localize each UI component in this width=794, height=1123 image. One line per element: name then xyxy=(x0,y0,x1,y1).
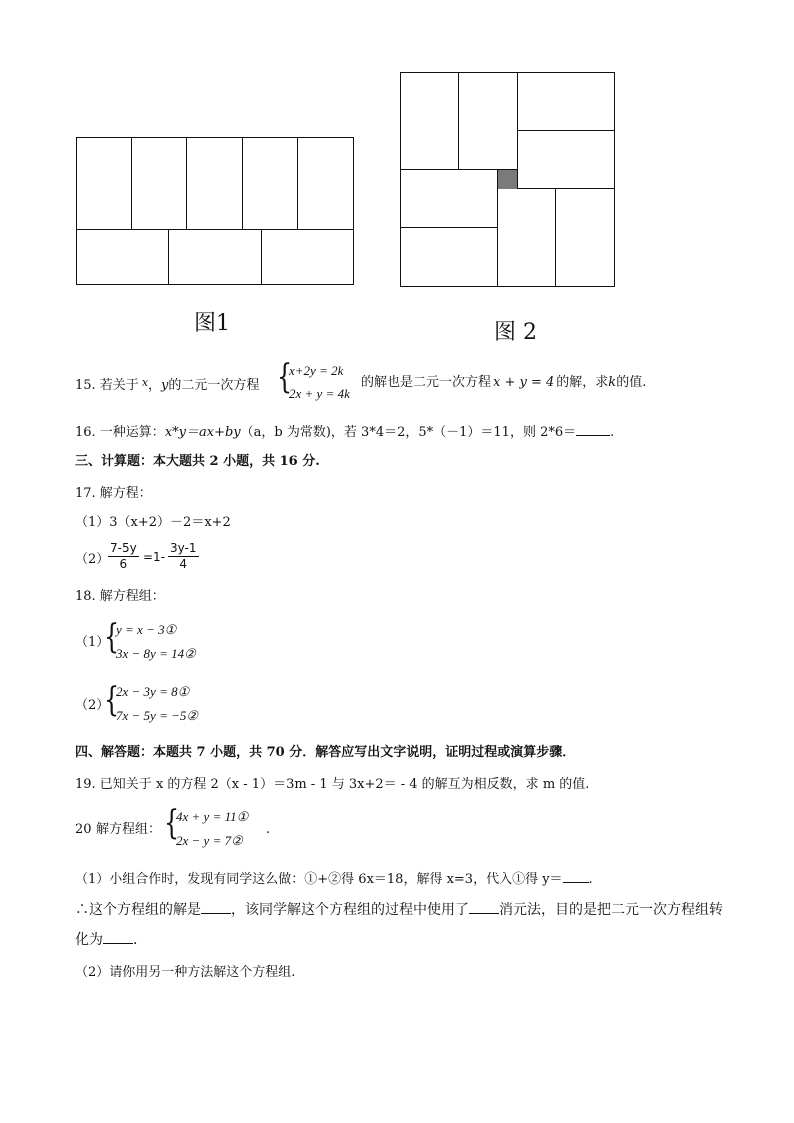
q15-var-k: k xyxy=(608,375,617,390)
fig1-rect xyxy=(261,229,354,285)
q18-title: 18. 解方程组： xyxy=(75,589,165,604)
q15-suffix2: 的解，求 xyxy=(556,375,609,390)
fig2-rect xyxy=(400,169,498,228)
section-3-title: 三、计算题：本大题共 2 小题，共 16 分. xyxy=(75,454,320,469)
q20-p1c-text1: 化为 xyxy=(75,932,103,948)
q16-answer-blank[interactable] xyxy=(576,423,610,436)
fig1-rect xyxy=(297,137,354,230)
q20-brace: { xyxy=(164,803,180,843)
q20-part1-b xyxy=(75,901,723,919)
q17-p2-num1: 7-5y xyxy=(110,541,137,555)
fig2-rect xyxy=(400,72,459,170)
q15-var-x: x xyxy=(141,376,149,389)
q15-eq2: 2x + y = 4k xyxy=(289,386,350,401)
q16-text3: . xyxy=(610,425,615,440)
q15-suffix1: 的解也是二元一次方程 xyxy=(361,375,492,390)
fig1-rect xyxy=(168,229,262,285)
q17-title: 17. 解方程： xyxy=(75,486,152,501)
q18-p1-label: （1） xyxy=(75,635,110,650)
q20-part1-c xyxy=(75,931,137,949)
figure-2 xyxy=(400,72,615,287)
q15-eq3: x + y = 4 xyxy=(493,375,555,390)
q18-p2-label: （2） xyxy=(75,698,110,713)
q20-title: 解方程组： xyxy=(96,822,162,837)
q17-p2-den2: 4 xyxy=(179,557,188,571)
fig1-rect xyxy=(76,229,169,285)
q20-p1a-text: （1）小组合作时，发现有同学这么做：①+②得 6x＝18，解得 x=3，代入①得 y＝ xyxy=(75,872,563,887)
fig2-rect xyxy=(458,72,518,170)
fig2-rect xyxy=(517,72,615,131)
figure-1 xyxy=(76,137,354,285)
fig2-rect xyxy=(555,188,615,287)
figure-1-caption: 图1 xyxy=(194,311,230,336)
q20-p1c-text2: . xyxy=(133,932,138,948)
q15-eq1: x+2y = 2k xyxy=(289,363,344,378)
q20-label: 20 xyxy=(75,822,92,837)
fig1-rect xyxy=(186,137,243,230)
q15-brace: { xyxy=(277,357,293,397)
fig2-rect xyxy=(497,188,556,287)
fig2-rect xyxy=(517,130,615,189)
figure-2-caption: 图 2 xyxy=(494,320,537,345)
q16-expr: x*y＝ax+by xyxy=(164,425,241,440)
section-4-title: 四、解答题：本题共 7 小题，共 70 分．解答应写出文字说明，证明过程或演算步骤． xyxy=(75,745,576,760)
fig1-rect xyxy=(76,137,132,230)
q15-mid: 的二元一次方程 xyxy=(168,378,260,393)
q17-part1 xyxy=(75,514,231,532)
fig2-shaded-square xyxy=(498,170,517,189)
q20-solution-blank[interactable] xyxy=(201,901,231,914)
q20-convert-blank[interactable] xyxy=(103,931,133,944)
q20-p1b-text1: ∴这个方程组的解是 xyxy=(75,902,201,918)
question-16 xyxy=(75,423,614,442)
q20-p1b-text3: 消元法，目的是把二元一次方程组转 xyxy=(499,902,723,918)
q15-suffix3: 的值. xyxy=(616,375,647,390)
q18-p2-eq1: 2x − 3y = 8① xyxy=(116,684,190,699)
q17-p2-eq: =1- xyxy=(143,550,166,564)
q17-p2-frac1 xyxy=(108,541,139,572)
q15-var-y: y xyxy=(161,378,169,393)
q17-p2-den1: 6 xyxy=(119,557,128,571)
q20-p1b-text2: ，该同学解这个方程组的过程中使用了 xyxy=(231,902,469,918)
fig1-rect xyxy=(242,137,298,230)
q17-p1-label: （1） xyxy=(75,515,110,530)
q16-text2: （a，b 为常数)，若 3*4＝2，5*（－1）＝11，则 2*6＝ xyxy=(240,425,577,440)
fig2-rect xyxy=(400,227,498,287)
q20-part2: （2）请你用另一种方法解这个方程组. xyxy=(75,965,296,980)
fig1-rect xyxy=(131,137,187,230)
q16-text1: 16. 一种运算： xyxy=(75,425,165,440)
q18-p1-brace: { xyxy=(104,617,120,657)
q17-p2-label: （2） xyxy=(75,552,110,567)
q17-p2-frac2 xyxy=(168,541,199,572)
question-19: 19. 已知关于 x 的方程 2（x - 1）＝3m - 1 与 3x+2＝ - 4 的解互为相反数，求 m 的值. xyxy=(75,777,590,792)
q15-sep: ， xyxy=(148,378,162,393)
q20-p1a-end: . xyxy=(588,872,593,887)
q18-p2-brace: { xyxy=(104,680,120,720)
q20-eq1: 4x + y = 11① xyxy=(176,809,249,824)
q20-eq2: 2x − y = 7② xyxy=(176,833,243,848)
q17-p1-eq: 3（x+2）－2＝x+2 xyxy=(109,515,231,530)
q20-method-blank[interactable] xyxy=(469,901,499,914)
q18-p2-eq2: 7x − 5y = −5② xyxy=(116,708,199,723)
q20-end: . xyxy=(266,822,271,837)
q15-prefix: 15. 若关于 xyxy=(75,378,139,393)
q18-p1-eq2: 3x − 8y = 14② xyxy=(116,646,196,661)
q17-p2-num2: 3y-1 xyxy=(170,541,197,555)
q20-y-blank[interactable] xyxy=(563,870,589,883)
q20-part1-a xyxy=(75,870,593,889)
q18-p1-eq1: y = x − 3① xyxy=(116,622,177,637)
